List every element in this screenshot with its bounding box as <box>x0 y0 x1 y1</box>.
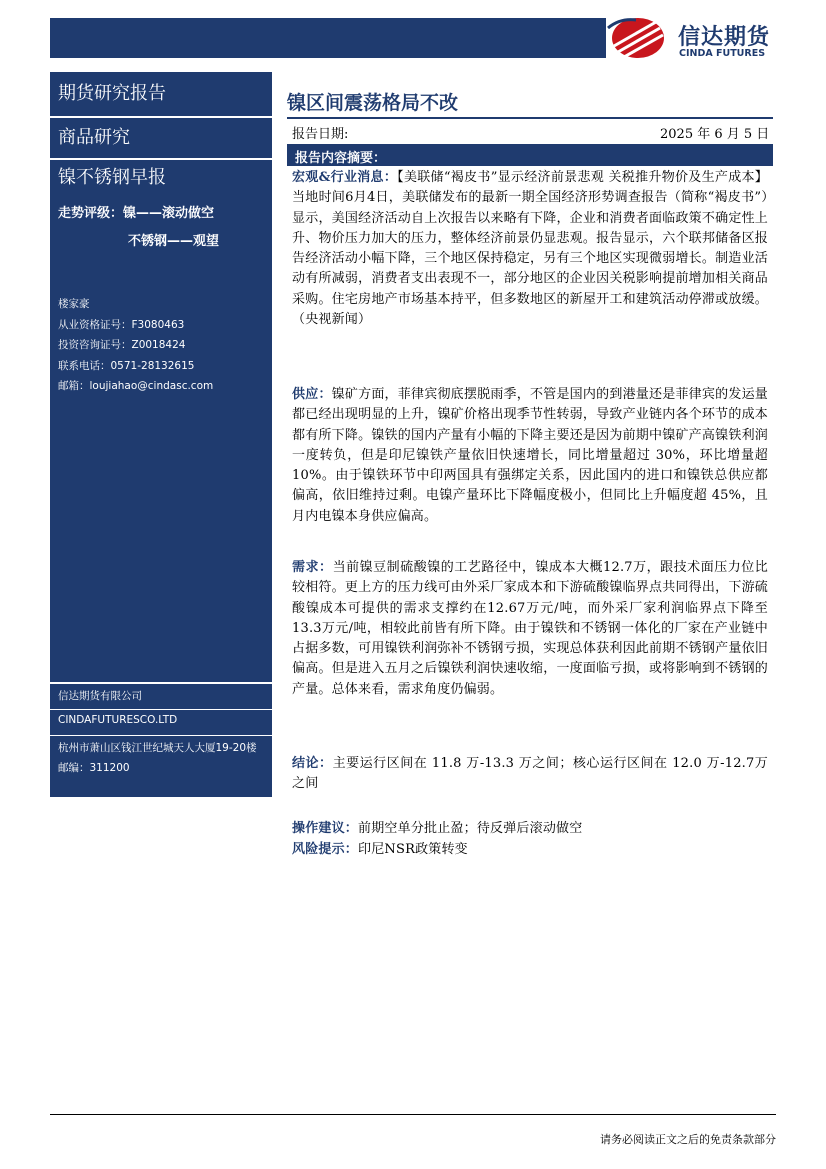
rating-block <box>50 196 272 252</box>
title-divider <box>287 117 773 119</box>
operation-text: 前期空单分批止盈；待反弹后滚动做空 <box>358 821 583 836</box>
sidebar-report-type-block <box>50 72 272 116</box>
logo-name-en: CINDA FUTURES <box>679 48 766 59</box>
demand-section <box>292 558 768 700</box>
macro-text: 【美联储“褐皮书”显示经济前景悲观 关税推升物价及生产成本】当地时间6月4日，美联储发布的最新一期全国经济形势调查报告（简称“褐皮书”）显示，美国经济活动自上次报告以来略有下降，企业和消费者面临政策不确定性上升、物价压力加大的压力，整体经济前景仍显悲观。报告显示，六个联邦储备区报告经济活动小幅下降，三个地区保持稳定，另有三个地区实现微弱增长。制造业活动有所减弱，消费者支出表现不一，部分地区的企业因关税影响提前增加相关商品采购。住宅房地产市场基本持平，但多数地区的新屋开工和建筑活动停滞或放缓。（央视新闻） <box>292 170 768 328</box>
footer-divider <box>50 1114 776 1115</box>
product-label: 镍不锈钢早报 <box>58 167 166 188</box>
report-date: 2025 年 6 月 5 日 <box>660 127 770 142</box>
summary-header <box>287 144 773 166</box>
risk-section <box>292 840 768 860</box>
supply-section <box>292 385 768 527</box>
demand-text: 当前镍豆制硫酸镍的工艺路径中，镍成本大概12.7万，跟技术面压力位比较相符。更上方的压力线可由外采厂家成本和下游硫酸镍临界点共同得出，下游硫酸镍成本可提供的需求支撑约在12.67万元/吨，而外采厂家利润临界点下降至13.3万元/吨，相较此前皆有所下降。由于镍铁和不锈钢一体化的厂家在产业链中占据多数，可用镍铁利润弥补不锈钢亏损，实现总体获利因此前期不锈钢产量依旧偏高。但是进入五月之后镍铁利润快速收缩，一度面临亏损，或将影响到不锈钢的产量。总体来看，需求角度仍偏弱。 <box>292 560 768 697</box>
analyst-consulting: 投资咨询证号：Z0018424 <box>58 339 186 351</box>
risk-label: 风险提示： <box>292 842 359 857</box>
rating-nickel <box>58 202 214 221</box>
supply-label: 供应： <box>292 387 332 402</box>
operation-section <box>292 819 768 839</box>
company-website: CINDAFUTURESCO.LTD <box>58 714 178 726</box>
demand-label: 需求： <box>292 560 333 575</box>
conclusion-label: 结论： <box>292 756 333 771</box>
company-logo <box>606 14 786 62</box>
conclusion-section <box>292 754 768 795</box>
company-info <box>50 684 272 797</box>
supply-text: 镍矿方面，菲律宾彻底摆脱雨季，不管是国内的到港量还是菲律宾的发运量都已经出现明显的上升，镍矿价格出现季节性转弱，导致产业链内各个环节的成本都有所下降。镍铁的国内产量有小幅的下降主要还是因为前期中镍矿产高镍铁利润一度转负，但是印尼镍铁产量依旧快速增长，同比增量超过 30%，环比增量超 10%。由于镍铁环节中印两国具有强绑定关系，因此国内的进口和镍铁总供应都偏高，依旧维持过剩。电镍产量环比下降幅度极小，但同比上升幅度超 45%，且月内电镍本身供应偏高。 <box>292 387 768 524</box>
company-name: 信达期货有限公司 <box>58 690 142 702</box>
analyst-name: 楼家豪 <box>58 298 90 310</box>
operation-label: 操作建议： <box>292 821 359 836</box>
company-divider <box>50 709 272 710</box>
company-divider <box>50 735 272 736</box>
report-date-label: 报告日期: <box>292 127 349 142</box>
risk-text: 印尼NSR政策转变 <box>358 842 468 857</box>
conclusion-text: 主要运行区间在 11.8 万-13.3 万之间；核心运行区间在 12.0 万-12.7万之间 <box>292 756 768 792</box>
rating-stainless: 不锈钢——观望 <box>128 234 220 249</box>
summary-label: 报告内容摘要： <box>295 151 387 166</box>
analyst-phone: 联系电话：0571-28132615 <box>58 359 195 372</box>
header-bar <box>50 18 606 58</box>
sidebar-product-block <box>50 160 272 196</box>
company-postcode: 邮编：311200 <box>58 762 130 774</box>
category-label: 商品研究 <box>58 127 130 148</box>
sidebar <box>50 72 272 797</box>
logo-name-cn: 信达期货 <box>678 25 771 50</box>
analyst-email: 邮箱：loujiahao@cindasc.com <box>58 380 214 392</box>
company-address: 杭州市萧山区钱江世纪城天人大厦19-20楼 <box>58 742 257 754</box>
report-type-label: 期货研究报告 <box>58 83 166 104</box>
sidebar-category-block <box>50 118 272 158</box>
logo-mark-icon <box>606 16 666 60</box>
analyst-contact <box>58 294 213 397</box>
report-title: 镍区间震荡格局不改 <box>287 92 459 114</box>
macro-section <box>292 168 768 330</box>
macro-label: 宏观&行业消息： <box>292 170 398 185</box>
rating-label: 走势评级： <box>58 206 124 221</box>
footer-disclaimer: 请务必阅读正文之后的免责条款部分 <box>600 1133 776 1146</box>
rating-nickel-value: 镍——滚动做空 <box>123 206 215 221</box>
analyst-qualification: 从业资格证号：F3080463 <box>58 318 185 331</box>
